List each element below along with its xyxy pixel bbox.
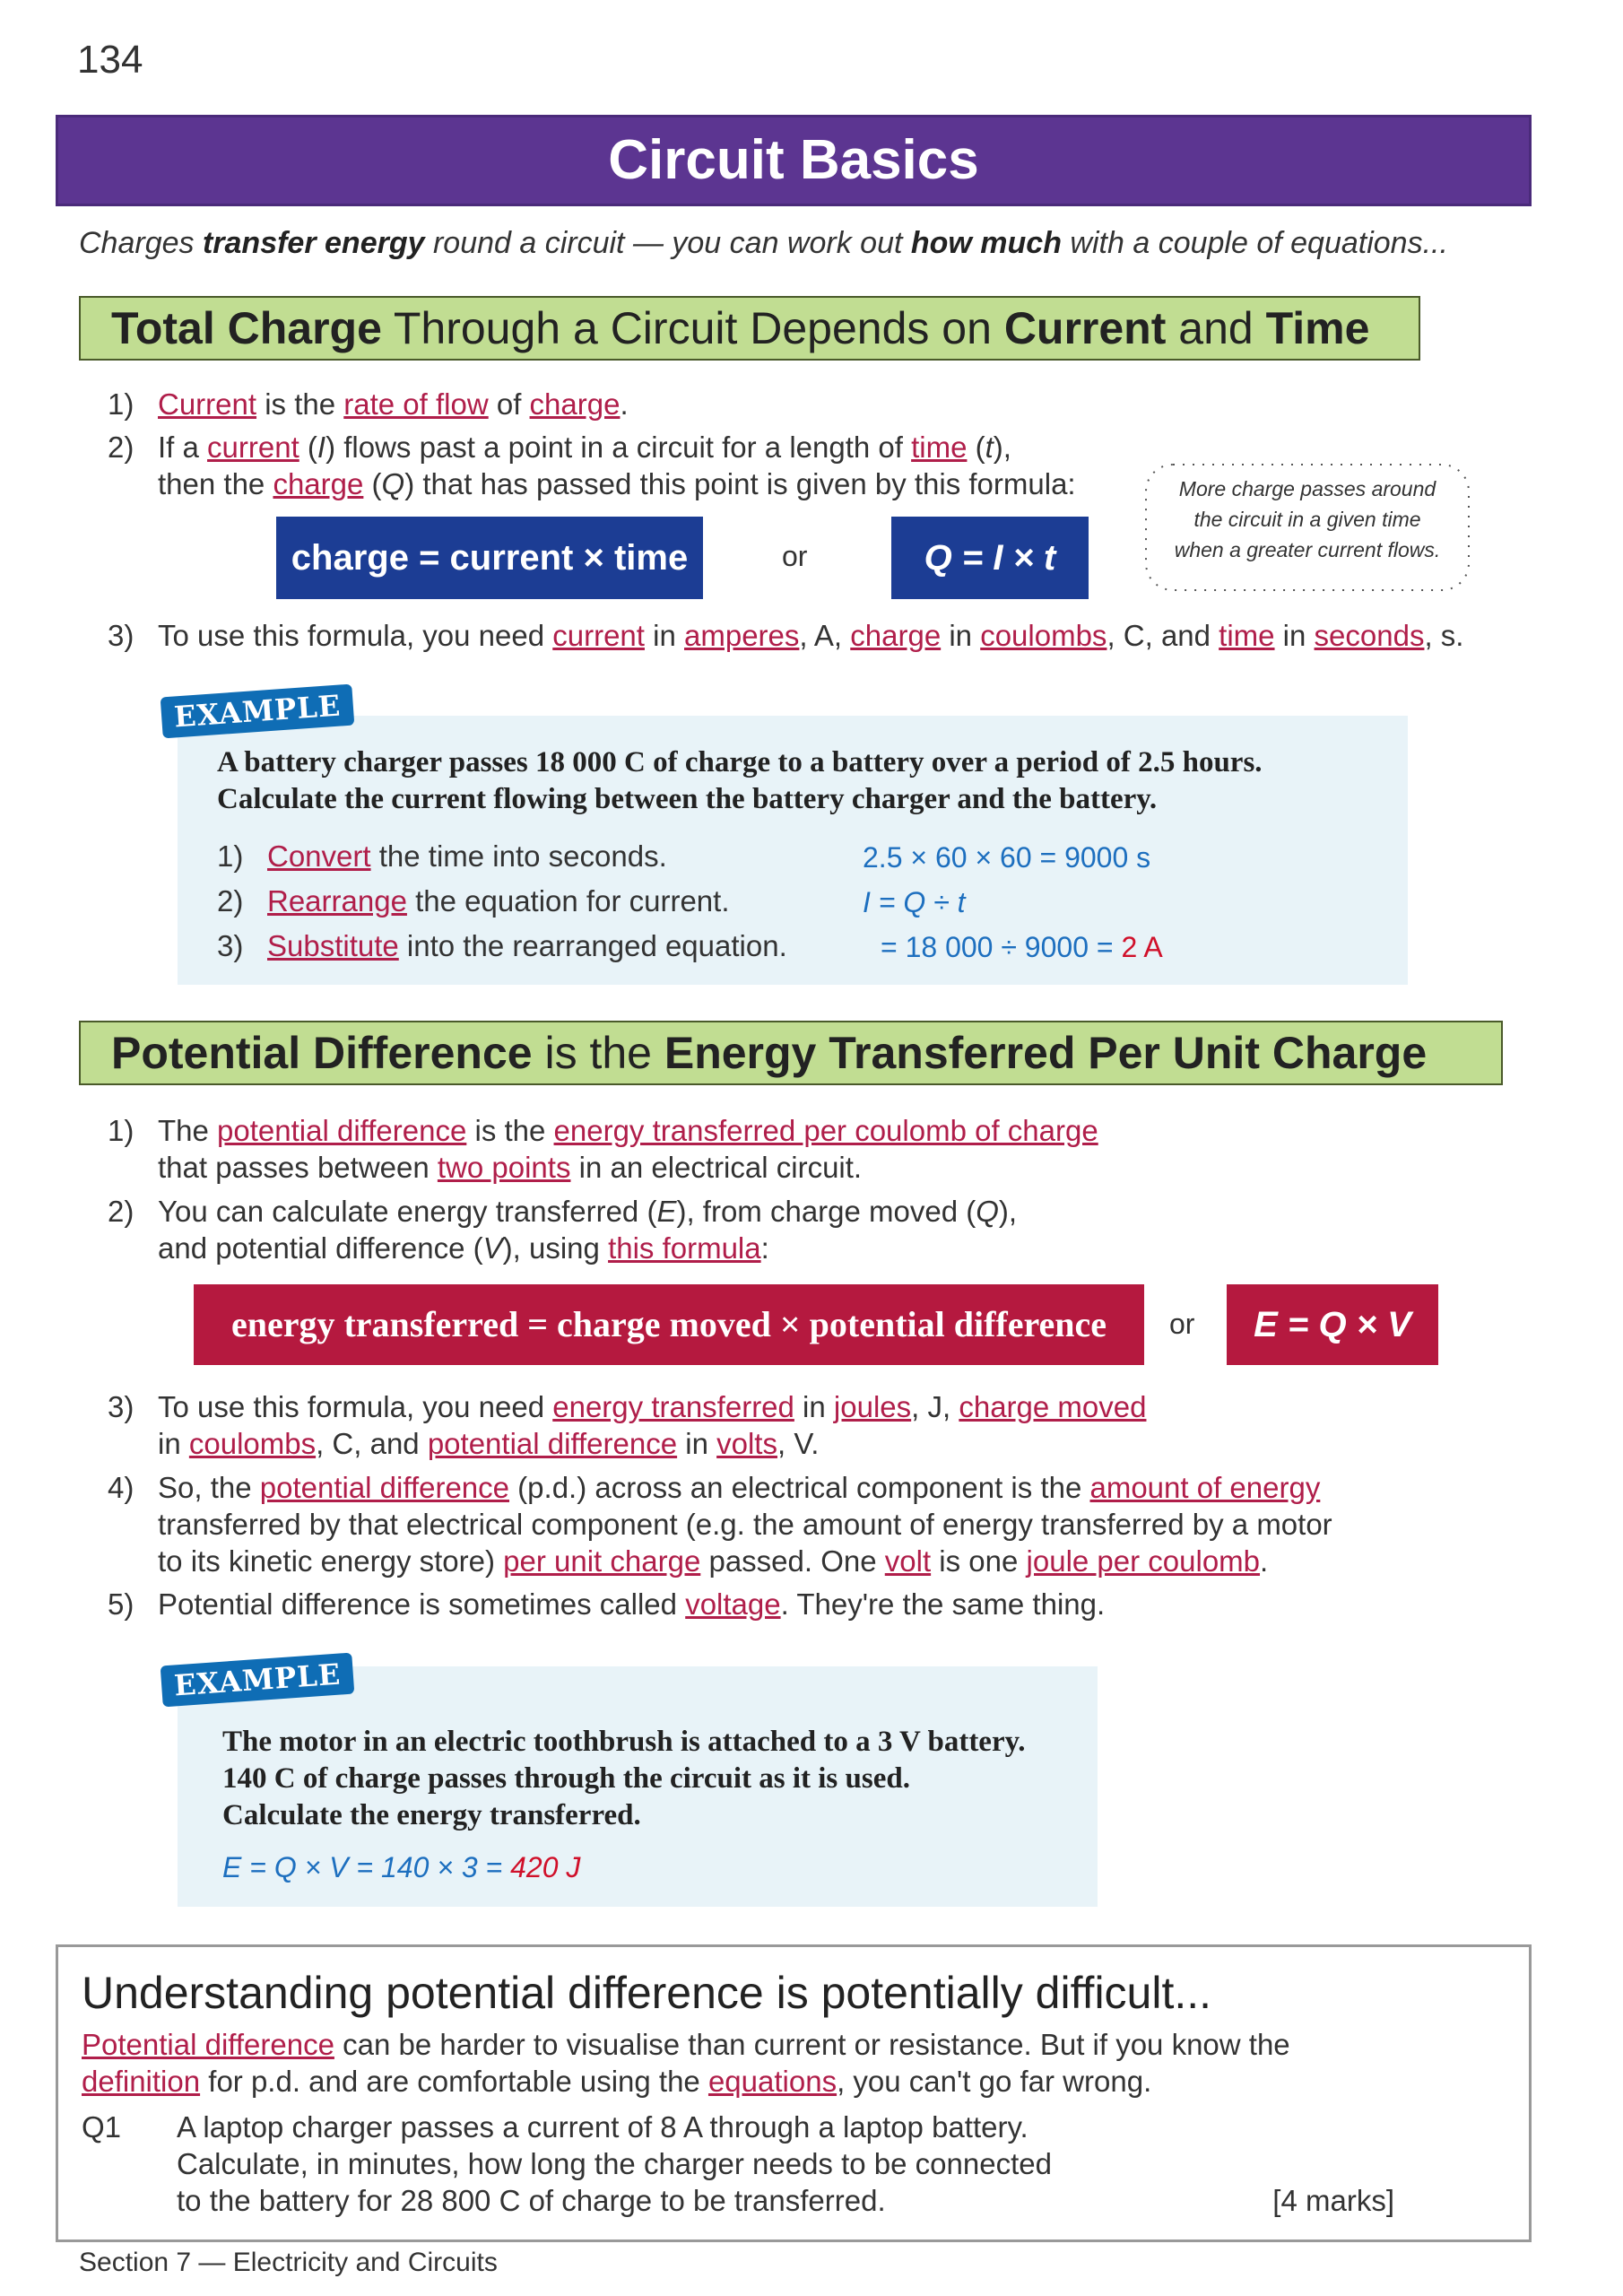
calc-line: I = Q ÷ t: [863, 886, 966, 918]
text: can be harder to visualise than current or resistance. But if you know the: [334, 2028, 1290, 2061]
text: :: [760, 1231, 769, 1265]
s2-item3: [108, 1388, 1146, 1462]
link-voltage[interactable]: voltage: [685, 1587, 781, 1621]
summary-title: Understanding potential difference is potentially difficult...: [82, 1968, 1212, 2018]
question-line: A laptop charger passes a current of 8 A through a laptop battery.: [177, 2110, 1028, 2144]
note-line: when a greater current flows.: [1174, 538, 1441, 561]
question-line: Calculate, in minutes, how long the charger needs to be connected: [177, 2147, 1052, 2180]
example1-question: [217, 744, 1263, 818]
symbol-q: Q: [976, 1195, 999, 1228]
heading-bold: Potential Difference: [111, 1028, 533, 1078]
link-current[interactable]: Current: [158, 387, 257, 421]
link-charge[interactable]: charge: [850, 619, 942, 652]
heading-bold: Energy Transferred Per Unit Charge: [664, 1028, 1428, 1078]
text: that passes between: [158, 1151, 438, 1184]
link-per-unit-charge[interactable]: per unit charge: [503, 1544, 701, 1578]
text: (: [363, 467, 382, 500]
example1-calc: [863, 841, 1163, 976]
item-number: 1): [108, 387, 135, 421]
formula-energy-symbols: E = Q × V: [1227, 1284, 1438, 1365]
s1-item2: [108, 429, 1076, 502]
step-text: the equation for current.: [406, 884, 730, 918]
heading-text: is the: [532, 1028, 664, 1078]
text: . They're the same thing.: [780, 1587, 1106, 1621]
calc-line: E = Q × V = 140 × 3 =: [222, 1851, 511, 1883]
item-number: 1): [108, 1114, 135, 1147]
link-time[interactable]: time: [1219, 619, 1275, 652]
text: (p.d.) across an electrical component is the: [509, 1471, 1090, 1504]
text: is the: [256, 387, 344, 421]
heading-bold: Current: [1003, 303, 1167, 353]
link-coulombs[interactable]: coulombs: [980, 619, 1107, 652]
link-charge[interactable]: charge: [529, 387, 621, 421]
intro-part: round a circuit — you can work out: [424, 226, 911, 260]
text: (: [299, 430, 317, 464]
section2-heading: [79, 1021, 1503, 1085]
summary-body: [82, 2026, 1480, 2100]
intro-part: Charges: [79, 226, 203, 260]
symbol-t: t: [985, 430, 994, 464]
text: transferred by that electrical component (e.g. the amount of energy transferred by a motor: [158, 1508, 1332, 1541]
section1-heading: [79, 296, 1420, 361]
text: in an electrical circuit.: [570, 1151, 863, 1184]
text: To use this formula, you need: [158, 619, 553, 652]
text: ) flows past a point in a circuit for a length of: [325, 430, 912, 464]
calc-line: = 18 000 ÷ 9000 =: [881, 931, 1122, 963]
question-line: 140 C of charge passes through the circuit as it is used.: [222, 1762, 910, 1795]
text: in: [677, 1427, 717, 1460]
heading-text: Through a Circuit Depends on: [381, 303, 1004, 353]
symbol-i: I: [317, 430, 326, 464]
text: is one: [931, 1544, 1027, 1578]
link-volt[interactable]: volt: [884, 1544, 932, 1578]
link-potential-difference[interactable]: potential difference: [259, 1471, 510, 1504]
text: So, the: [158, 1471, 260, 1504]
text: .: [620, 387, 629, 421]
example1-steps: [217, 838, 787, 972]
text: to its kinetic energy store): [158, 1544, 504, 1578]
formula-or: or: [1169, 1308, 1195, 1340]
note-line: More charge passes around: [1178, 477, 1436, 500]
question-text: [177, 2109, 1052, 2219]
link-joule-per-coulomb[interactable]: joule per coulomb: [1026, 1544, 1261, 1578]
question-line: Calculate the current flowing between the battery charger and the battery.: [217, 783, 1158, 815]
link-current[interactable]: current: [552, 619, 645, 652]
symbol-q: Q: [381, 467, 405, 500]
question-line: The motor in an electric toothbrush is attached to a 3 V battery.: [222, 1726, 1026, 1758]
link-this-formula[interactable]: this formula: [608, 1231, 761, 1265]
link-charge-moved[interactable]: charge moved: [959, 1390, 1147, 1423]
formula-or: or: [782, 540, 808, 572]
footer: Section 7 — Electricity and Circuits: [79, 2248, 498, 2277]
item-number: 5): [108, 1587, 135, 1621]
text: of: [488, 387, 530, 421]
s2-item5: [108, 1586, 1105, 1622]
text: ) that has passed this point is given by this formula:: [404, 467, 1076, 500]
text: in: [1274, 619, 1315, 652]
text: , J,: [911, 1390, 959, 1423]
link-energy-transferred[interactable]: energy transferred: [552, 1390, 794, 1423]
step-number: 1): [217, 839, 244, 873]
text: is the: [466, 1114, 554, 1147]
intro-part: with a couple of equations...: [1061, 226, 1448, 260]
title-bar: [56, 115, 1532, 206]
link-potential-difference[interactable]: potential difference: [427, 1427, 678, 1460]
item-number: 4): [108, 1471, 135, 1504]
side-note: [1162, 474, 1453, 565]
text: If a: [158, 430, 208, 464]
link-volts[interactable]: volts: [716, 1427, 777, 1460]
heading-bold: Total Charge: [111, 303, 382, 353]
calc-line: 2.5 × 60 × 60 = 9000 s: [863, 841, 1151, 874]
intro-bold: transfer energy: [202, 226, 425, 260]
link-current[interactable]: current: [207, 430, 299, 464]
question-label: Q1: [82, 2110, 122, 2144]
item-number: 3): [108, 1390, 135, 1423]
link-amount-of-energy[interactable]: amount of energy: [1089, 1471, 1321, 1504]
formula-charge-symbols: Q = I × t: [891, 517, 1089, 599]
heading-bold: Time: [1265, 303, 1370, 353]
example2-question: [222, 1724, 1026, 1834]
link-equations[interactable]: equations: [707, 2065, 838, 2098]
item-number: 2): [108, 430, 135, 464]
text: , C, and: [1107, 619, 1219, 652]
calc-answer: 420 J: [510, 1851, 581, 1883]
s1-item3: [108, 617, 1463, 654]
step-text: the time into seconds.: [370, 839, 667, 873]
text: then the: [158, 467, 273, 500]
calc-answer: 2 A: [1121, 931, 1163, 963]
link-substitute[interactable]: Substitute: [267, 929, 399, 962]
text: ),: [993, 430, 1011, 464]
link-time[interactable]: time: [911, 430, 968, 464]
text: , C, and: [316, 1427, 428, 1460]
text: (: [967, 430, 985, 464]
link-coulombs[interactable]: coulombs: [188, 1427, 317, 1460]
text: ), using: [502, 1231, 609, 1265]
intro-bold: how much: [910, 226, 1062, 260]
s1-item1: [108, 386, 629, 422]
text: in: [644, 619, 684, 652]
link-energy-per-coulomb[interactable]: energy transferred per coulomb of charge: [553, 1114, 1098, 1147]
text: , s.: [1424, 619, 1464, 652]
page-number: 134: [77, 38, 143, 82]
question-line: Calculate the energy transferred.: [222, 1799, 641, 1831]
text: and potential difference (: [158, 1231, 483, 1265]
link-definition[interactable]: definition: [82, 2065, 201, 2098]
link-amperes[interactable]: amperes: [684, 619, 800, 652]
s2-item2: [108, 1193, 1017, 1266]
s2-item1: [108, 1112, 1098, 1186]
example1-tag: EXAMPLE: [161, 684, 355, 739]
marks: [4 marks]: [1272, 2184, 1394, 2217]
text: , A,: [799, 619, 851, 652]
link-potential-difference[interactable]: potential difference: [217, 1114, 467, 1147]
link-joules[interactable]: joules: [833, 1390, 912, 1423]
step-number: 2): [217, 884, 244, 918]
text: , V.: [777, 1427, 820, 1460]
text: The: [158, 1114, 218, 1147]
step-text: into the rearranged equation.: [398, 929, 787, 962]
text: in: [158, 1427, 189, 1460]
text: ), from charge moved (: [676, 1195, 976, 1228]
text: .: [1260, 1544, 1269, 1578]
note-line: the circuit in a given time: [1193, 508, 1421, 531]
intro-text: [79, 226, 1448, 261]
page-title: Circuit Basics: [608, 129, 979, 191]
link-two-points[interactable]: two points: [437, 1151, 571, 1184]
link-rearrange[interactable]: Rearrange: [267, 884, 407, 918]
link-potential-difference[interactable]: Potential difference: [82, 2028, 334, 2061]
link-convert[interactable]: Convert: [267, 839, 371, 873]
link-rate-of-flow[interactable]: rate of flow: [343, 387, 489, 421]
formula-charge-words: charge = current × time: [276, 517, 703, 599]
text: in: [941, 619, 981, 652]
symbol-v: V: [482, 1231, 503, 1265]
question-line: A battery charger passes 18 000 C of charge to a battery over a period of 2.5 hours.: [217, 746, 1263, 778]
link-seconds[interactable]: seconds: [1314, 619, 1425, 652]
question-line: to the battery for 28 800 C of charge to be transferred.: [177, 2184, 886, 2217]
item-number: 3): [108, 619, 135, 652]
text: Potential difference is sometimes called: [158, 1587, 686, 1621]
heading-text: and: [1166, 303, 1266, 353]
example2-tag: EXAMPLE: [161, 1653, 355, 1708]
step-number: 3): [217, 929, 244, 962]
text: for p.d. and are comfortable using the: [200, 2065, 708, 2098]
text: ),: [998, 1195, 1018, 1228]
text: To use this formula, you need: [158, 1390, 553, 1423]
formula-energy-words: energy transferred = charge moved × potential difference: [194, 1284, 1144, 1365]
s2-item4: [108, 1469, 1332, 1579]
text: You can calculate energy transferred (: [158, 1195, 657, 1228]
symbol-e: E: [656, 1195, 677, 1228]
text: passed. One: [700, 1544, 885, 1578]
text: , you can't go far wrong.: [837, 2065, 1152, 2098]
link-charge[interactable]: charge: [273, 467, 364, 500]
item-number: 2): [108, 1195, 135, 1228]
summary-box: [56, 1944, 1532, 2242]
example2-calc: [222, 1851, 580, 1884]
text: in: [794, 1390, 834, 1423]
